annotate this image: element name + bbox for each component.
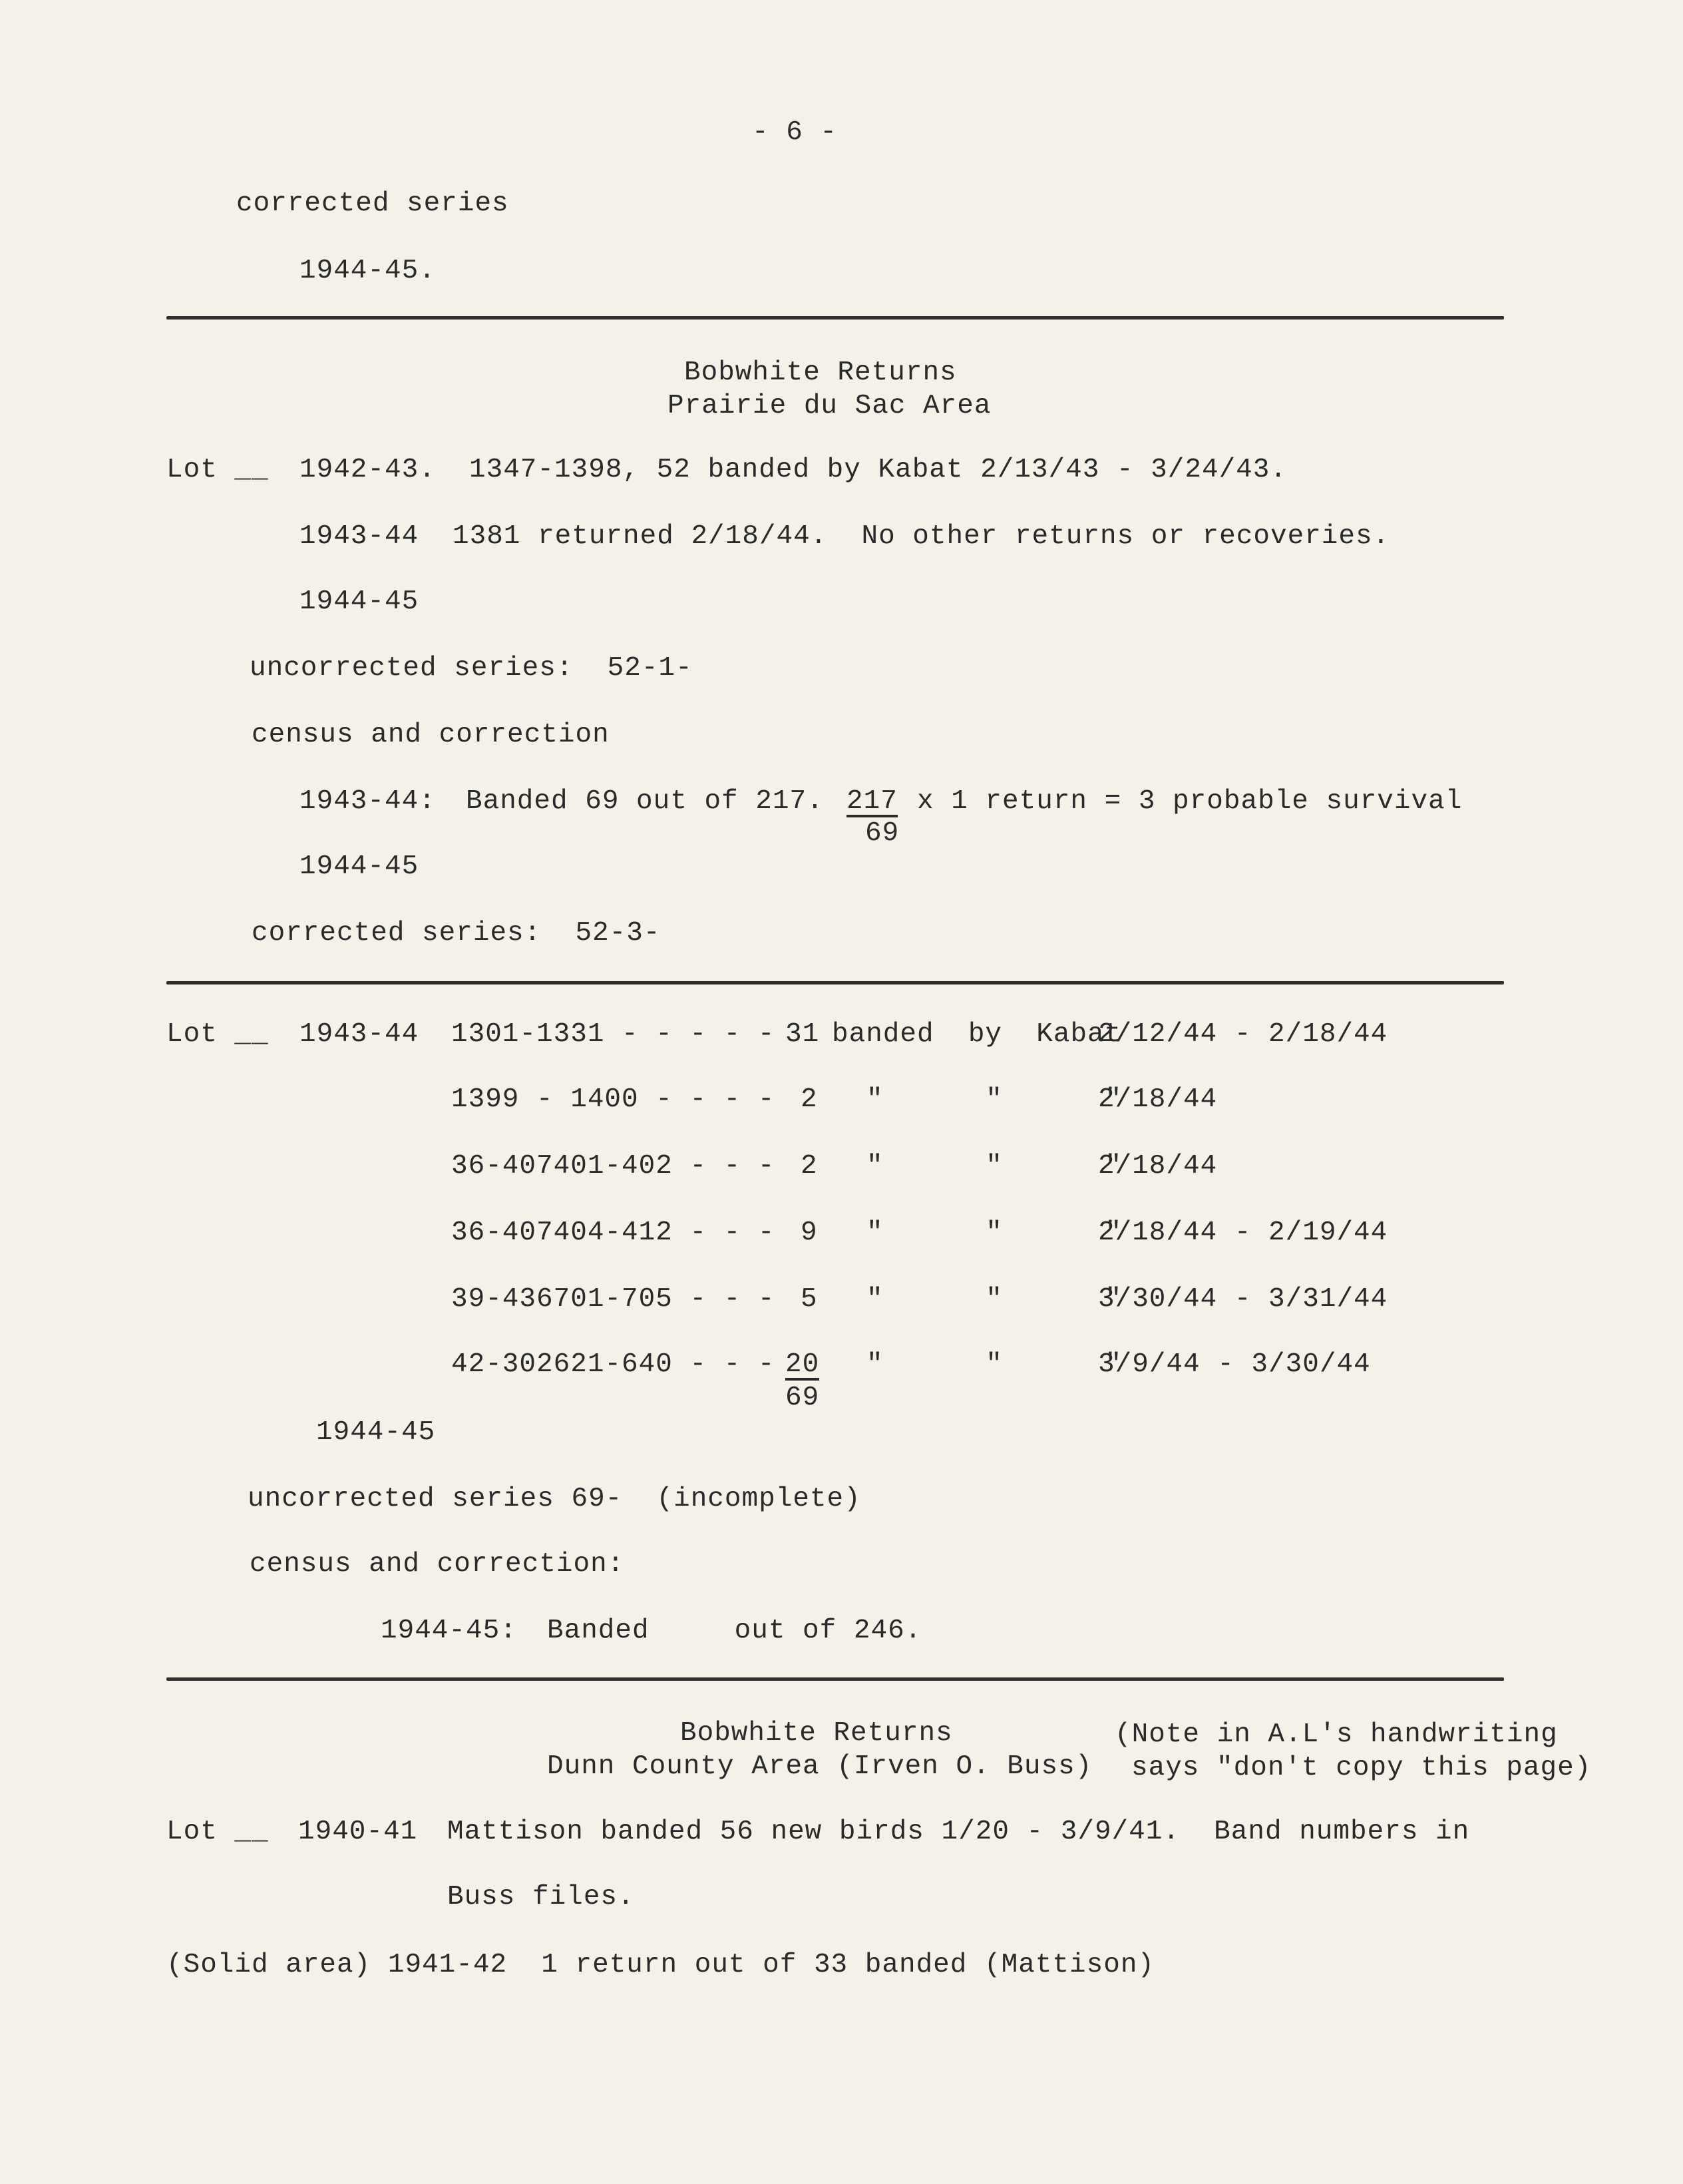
band-range: 1399 - 1400 - - - - [451, 1084, 775, 1115]
bird-count: 2 [801, 1151, 818, 1182]
bird-count: 20 [785, 1349, 820, 1380]
lot-label: Lot __ [166, 1817, 269, 1847]
band-dates: 3/9/44 - 3/30/44 [1098, 1349, 1371, 1380]
band-dates: 2/18/44 [1098, 1084, 1218, 1115]
section-title: Bobwhite Returns [680, 1718, 953, 1749]
bird-count: 5 [801, 1284, 818, 1315]
band-dates: 2/18/44 - 2/19/44 [1098, 1217, 1388, 1248]
banded-by: banded by Kabat [832, 1019, 1122, 1050]
ditto-marks: " " " [866, 1084, 1123, 1115]
census-result: x 1 return = 3 probable survival [917, 786, 1463, 817]
divider-2 [166, 981, 1504, 984]
divider-3 [166, 1677, 1504, 1681]
year-label: 1944-45 [299, 851, 419, 882]
entry-text: Buss files. [447, 1882, 635, 1912]
band-dates: 3/30/44 - 3/31/44 [1098, 1284, 1388, 1315]
year-label: 1944-45. [299, 256, 436, 286]
section-title: Bobwhite Returns [684, 357, 957, 388]
uncorrected-series: uncorrected series 69- (incomplete) [248, 1484, 861, 1514]
divider-1 [166, 316, 1504, 320]
census-text: Banded 69 out of 217. [466, 786, 824, 817]
total-count: 69 [785, 1383, 820, 1413]
ditto-marks: " " " [866, 1217, 1123, 1248]
corrected-series-label: corrected series [236, 188, 509, 219]
uncorrected-series: uncorrected series: 52-1- [250, 653, 693, 684]
entry-text: Mattison banded 56 new birds 1/20 - 3/9/41. Band numbers in [447, 1817, 1470, 1847]
lot-label: Lot __ [166, 455, 269, 485]
band-range: 1301-1331 - - - - - [451, 1019, 775, 1050]
section-subtitle: Dunn County Area (Irven O. Buss) [547, 1751, 1093, 1782]
fraction-denominator: 69 [865, 818, 900, 849]
year-label: 1943-44: [299, 786, 436, 817]
ditto-marks: " " " [866, 1284, 1123, 1315]
ditto-marks: " " " [866, 1151, 1123, 1182]
year-label: 1944-45 [316, 1417, 436, 1448]
section-subtitle: Prairie du Sac Area [667, 391, 992, 421]
year-label: 1944-45 [299, 586, 419, 617]
ditto-marks: " " " [866, 1349, 1123, 1380]
entry-text: 1347-1398, 52 banded by Kabat 2/13/43 - 3/24/43. [469, 455, 1287, 485]
year-label: 1940-41 [298, 1817, 418, 1847]
fraction-numerator: 217 [846, 786, 898, 817]
band-dates: 2/12/44 - 2/18/44 [1098, 1019, 1388, 1050]
census-label: census and correction: [250, 1549, 625, 1580]
lot-label: Lot __ [166, 1019, 269, 1050]
bird-count: 2 [801, 1084, 818, 1115]
year-label: 1944-45: [381, 1616, 517, 1646]
year-label: 1942-43. [299, 455, 436, 485]
page-number: - 6 - [752, 117, 838, 148]
bird-count: 9 [801, 1217, 818, 1248]
entry-text: (Solid area) 1941-42 1 return out of 33 banded (Mattison) [166, 1950, 1155, 1980]
handwriting-note: (Note in A.L's handwriting [1115, 1719, 1558, 1750]
band-dates: 2/18/44 [1098, 1151, 1218, 1182]
bird-count: 31 [785, 1019, 820, 1050]
band-range: 36-407404-412 - - - [451, 1217, 775, 1248]
corrected-series: corrected series: 52-3- [252, 918, 661, 949]
census-label: census and correction [252, 720, 610, 750]
year-label: 1943-44 [299, 521, 419, 552]
band-range: 39-436701-705 - - - [451, 1284, 775, 1315]
handwriting-note: says "don't copy this page) [1131, 1753, 1592, 1783]
band-range: 36-407401-402 - - - [451, 1151, 775, 1182]
band-range: 42-302621-640 - - - [451, 1349, 775, 1380]
census-text: Banded out of 246. [547, 1616, 922, 1646]
entry-text: 1381 returned 2/18/44. No other returns or recoveries. [453, 521, 1390, 552]
year-label: 1943-44 [299, 1019, 419, 1050]
